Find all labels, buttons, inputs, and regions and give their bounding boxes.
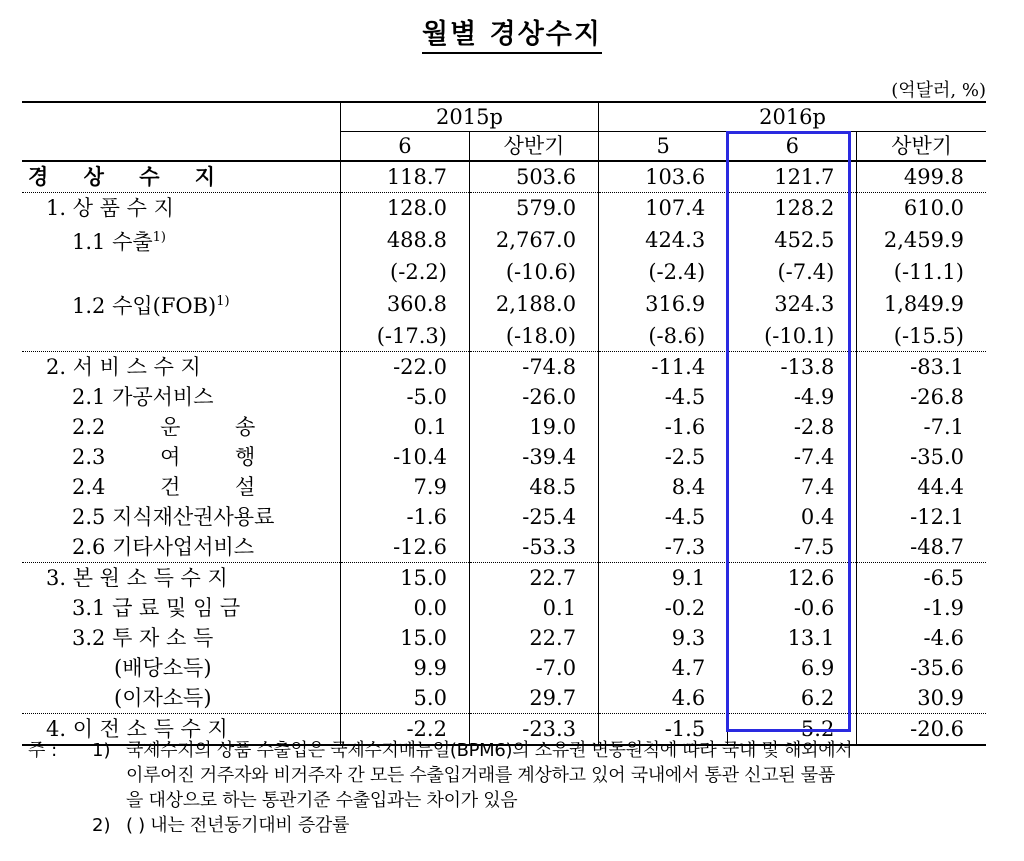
cell-value: 19.0 — [469, 412, 598, 442]
current-account-table — [22, 101, 986, 746]
header-col: 상반기 — [469, 132, 598, 162]
note-1-line-1: 국제수지의 상품 수출입은 국제수지매뉴얼(BPM6)의 소유권 변동원칙에 따라 국내 및 해외에서 — [126, 740, 853, 761]
table-row — [22, 382, 986, 412]
cell-value: -26.0 — [469, 382, 598, 412]
cell-value: 103.6 — [599, 161, 728, 193]
cell-value: 503.6 — [469, 161, 598, 193]
table-row — [22, 653, 986, 683]
header-col: 5 — [599, 132, 728, 162]
cell-value: -5.2 — [728, 714, 857, 746]
cell-value: 2,188.0 — [469, 287, 598, 321]
row-label: (이자소득) — [22, 683, 340, 714]
cell-value: -12.1 — [857, 502, 986, 532]
cell-value: -26.8 — [857, 382, 986, 412]
cell-value: 9.3 — [599, 623, 728, 653]
cell-value: 324.3 — [728, 287, 857, 321]
table-row — [22, 412, 986, 442]
table-row — [22, 442, 986, 472]
cell-value: -1.6 — [599, 412, 728, 442]
cell-value: 13.1 — [728, 623, 857, 653]
cell-value: -23.3 — [469, 714, 598, 746]
cell-value: -5.0 — [340, 382, 469, 412]
cell-value: 316.9 — [599, 287, 728, 321]
cell-value: 6.9 — [728, 653, 857, 683]
cell-value: -7.4 — [728, 442, 857, 472]
cell-value: 128.2 — [728, 193, 857, 224]
row-label: 2.2 운 송 — [72, 415, 256, 439]
cell-value: (-10.6) — [469, 257, 598, 287]
cell-value: -2.8 — [728, 412, 857, 442]
cell-value: 9.9 — [340, 653, 469, 683]
row-label: 4. 이 전 소 득 수 지 — [22, 714, 340, 746]
cell-value: -1.6 — [340, 502, 469, 532]
cell-value: 0.1 — [340, 412, 469, 442]
row-label: 2.5 지식재산권사용료 — [72, 505, 275, 529]
cell-value: 121.7 — [728, 161, 857, 193]
cell-value: 452.5 — [728, 223, 857, 257]
table-row — [22, 593, 986, 623]
cell-value: 0.4 — [728, 502, 857, 532]
table-row — [22, 161, 986, 193]
row-label: (배당소득) — [114, 656, 212, 680]
note-2: ( ) 내는 전년동기대비 증감률 — [126, 815, 350, 836]
cell-value: (-2.4) — [599, 257, 728, 287]
footnote-marker: 1) — [152, 230, 166, 245]
cell-value: 15.0 — [340, 563, 469, 594]
table-body — [22, 161, 986, 745]
cell-value: 424.3 — [599, 223, 728, 257]
cell-value: 48.5 — [469, 472, 598, 502]
table-row — [22, 287, 986, 321]
row-label: 2. 서 비 스 수 지 — [46, 355, 201, 379]
cell-value: 22.7 — [469, 563, 598, 594]
table-row — [22, 502, 986, 532]
table-row — [22, 257, 986, 287]
cell-value: 107.4 — [599, 193, 728, 224]
cell-value: 1,849.9 — [857, 287, 986, 321]
note-index: 1) — [92, 740, 111, 761]
cell-value: 4.7 — [599, 653, 728, 683]
cell-value: -7.1 — [857, 412, 986, 442]
cell-value: 2,459.9 — [857, 223, 986, 257]
cell-value: 7.4 — [728, 472, 857, 502]
row-label: 2.4 건 설 — [72, 475, 256, 499]
table-row — [22, 321, 986, 352]
page-title: 월별 경상수지 — [0, 12, 1024, 51]
cell-value: -7.5 — [728, 532, 857, 563]
cell-value: -1.5 — [599, 714, 728, 746]
cell-value: -2.5 — [599, 442, 728, 472]
note-1-line-2: 이루어진 거주자와 비거주자 간 모든 수출입거래를 계상하고 있어 국내에서 통관 신고된 물품 — [126, 765, 835, 786]
cell-value: -4.5 — [599, 382, 728, 412]
note-1-line-3: 을 대상으로 하는 통관기준 수출입과는 차이가 있음 — [126, 790, 518, 811]
cell-value: 7.9 — [340, 472, 469, 502]
cell-value: -10.4 — [340, 442, 469, 472]
cell-value: 30.9 — [857, 683, 986, 714]
header-col: 상반기 — [857, 132, 986, 162]
cell-value: -2.2 — [340, 714, 469, 746]
header-year-2015: 2015p — [340, 102, 598, 132]
cell-value: (-18.0) — [469, 321, 598, 352]
row-label: 3.1 급 료 및 임 금 — [72, 596, 241, 620]
cell-value: -48.7 — [857, 532, 986, 563]
cell-value: 5.0 — [340, 683, 469, 714]
cell-value: -74.8 — [469, 352, 598, 383]
cell-value: -11.4 — [599, 352, 728, 383]
cell-value: -4.9 — [728, 382, 857, 412]
cell-value: -7.0 — [469, 653, 598, 683]
cell-value: -6.5 — [857, 563, 986, 594]
cell-value: -1.9 — [857, 593, 986, 623]
notes-prefix: 주 : — [28, 740, 58, 761]
cell-value: -7.3 — [599, 532, 728, 563]
row-label: 2.3 여 행 — [72, 445, 256, 469]
cell-value: 22.7 — [469, 623, 598, 653]
table-row — [22, 352, 986, 383]
row-label: 3.2 투 자 소 득 — [72, 626, 214, 650]
cell-value: 118.7 — [340, 161, 469, 193]
cell-value: 2,767.0 — [469, 223, 598, 257]
cell-value: 579.0 — [469, 193, 598, 224]
cell-value: -35.6 — [857, 653, 986, 683]
table-row — [22, 623, 986, 653]
cell-value: -83.1 — [857, 352, 986, 383]
cell-value: (-15.5) — [857, 321, 986, 352]
cell-value: 0.0 — [340, 593, 469, 623]
header-row-periods — [22, 132, 986, 162]
cell-value: 29.7 — [469, 683, 598, 714]
row-label: 경 상 수 지 — [22, 161, 340, 193]
footnotes — [28, 738, 998, 838]
header-col: 6 — [340, 132, 469, 162]
cell-value: (-10.1) — [728, 321, 857, 352]
cell-value: (-11.1) — [857, 257, 986, 287]
cell-value: -0.2 — [599, 593, 728, 623]
header-row-years — [22, 102, 986, 132]
row-label — [22, 321, 340, 352]
cell-value: (-8.6) — [599, 321, 728, 352]
cell-value: 128.0 — [340, 193, 469, 224]
footnote-marker: 1) — [216, 294, 230, 309]
cell-value: 12.6 — [728, 563, 857, 594]
row-label: 1.2 수입(FOB)$^{1)}$ — [72, 294, 230, 318]
table-row — [22, 683, 986, 714]
cell-value: 499.8 — [857, 161, 986, 193]
row-label: 3. 본 원 소 득 수 지 — [46, 566, 228, 590]
cell-value: 44.4 — [857, 472, 986, 502]
cell-value: 0.1 — [469, 593, 598, 623]
cell-value: 15.0 — [340, 623, 469, 653]
cell-value: (-7.4) — [728, 257, 857, 287]
table-row — [22, 193, 986, 224]
cell-value: 360.8 — [340, 287, 469, 321]
cell-value: 610.0 — [857, 193, 986, 224]
unit-label: (억달러, %) — [891, 80, 986, 101]
cell-value: -35.0 — [857, 442, 986, 472]
cell-value: 4.6 — [599, 683, 728, 714]
cell-value: 488.8 — [340, 223, 469, 257]
cell-value: -4.6 — [857, 623, 986, 653]
cell-value: -13.8 — [728, 352, 857, 383]
table-row — [22, 472, 986, 502]
cell-value: -25.4 — [469, 502, 598, 532]
cell-value: -53.3 — [469, 532, 598, 563]
table-row — [22, 563, 986, 594]
cell-value: (-17.3) — [340, 321, 469, 352]
cell-value: -12.6 — [340, 532, 469, 563]
row-label: 2.6 기타사업서비스 — [22, 532, 340, 563]
cell-value: -22.0 — [340, 352, 469, 383]
row-label: 2.1 가공서비스 — [72, 385, 214, 409]
cell-value: (-2.2) — [340, 257, 469, 287]
table-row — [22, 532, 986, 563]
cell-value: -20.6 — [857, 714, 986, 746]
table-row — [22, 223, 986, 257]
cell-value: 8.4 — [599, 472, 728, 502]
cell-value: -4.5 — [599, 502, 728, 532]
header-year-2016: 2016p — [599, 102, 986, 132]
row-label: 1. 상 품 수 지 — [46, 196, 174, 220]
header-col: 6 — [728, 132, 857, 162]
cell-value: -39.4 — [469, 442, 598, 472]
cell-value: 6.2 — [728, 683, 857, 714]
note-index: 2) — [92, 815, 111, 836]
row-label: 1.1 수출$^{1)}$ — [72, 230, 166, 254]
row-label — [22, 257, 340, 287]
cell-value: -0.6 — [728, 593, 857, 623]
cell-value: 9.1 — [599, 563, 728, 594]
